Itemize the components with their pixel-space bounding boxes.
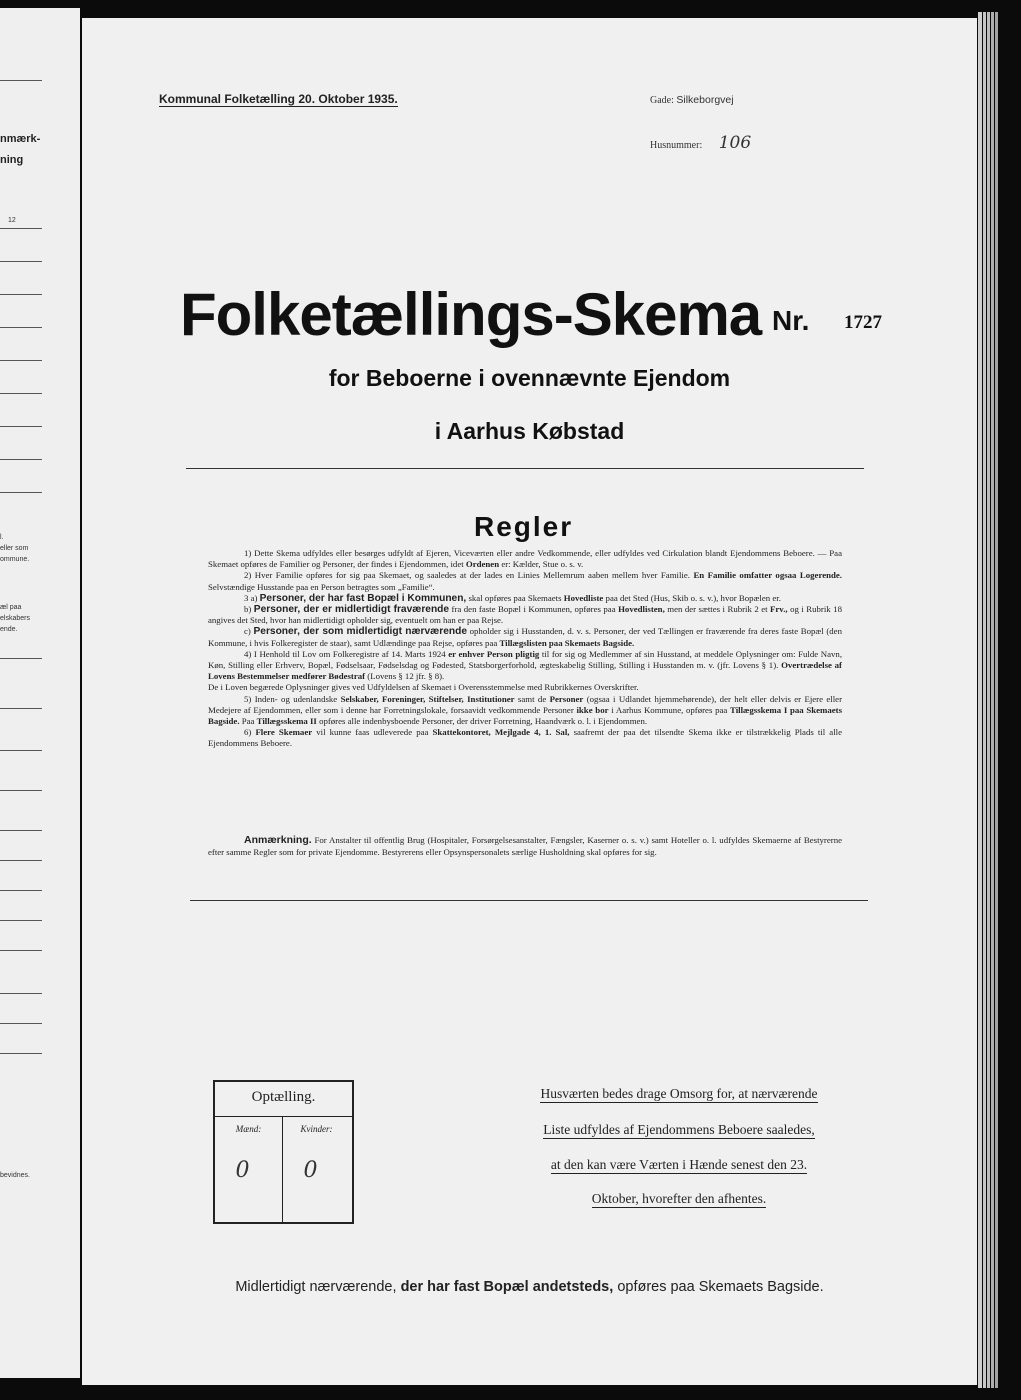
page-edge <box>991 12 994 1388</box>
left-fragment-text: 12 <box>8 217 16 224</box>
census-form-page <box>82 18 977 1385</box>
census-header-title: Kommunal Folketælling 20. Oktober 1935. <box>159 92 398 106</box>
footer-part-1: Midlertidigt nærværende, <box>235 1279 397 1295</box>
left-rule <box>0 492 42 493</box>
street-label: Gade: <box>650 95 674 106</box>
left-rule <box>0 950 42 951</box>
left-fragment-text: nmærk- <box>0 133 41 145</box>
left-rule <box>0 1023 42 1024</box>
left-fragment-text: ommune. <box>0 556 30 563</box>
left-rule <box>0 993 42 994</box>
left-rule <box>0 228 42 229</box>
left-rule <box>0 830 42 831</box>
notice-line: Husværten bedes drage Omsorg for, at nærværende <box>540 1086 818 1101</box>
form-number-value: 1727 <box>844 312 882 333</box>
page-edge <box>983 12 986 1388</box>
left-rule <box>0 327 42 328</box>
rule-3b: b) Personer, der er midlertidigt fraværende fra den faste Bopæl i Kommunen, opføres paa Hovedlisten, men der sættes i Rubrik 2 et Frv., og i Rubrik 18 angives det Sted, hvor han midlertidigt opholder sig, eventuelt om han er paa Rejse. <box>208 604 842 626</box>
remark-paragraph <box>208 835 842 858</box>
page-edge <box>995 12 998 1388</box>
women-count: 0 <box>303 1158 318 1183</box>
left-rule <box>0 750 42 751</box>
form-title: Folketællings-Skema <box>180 281 762 348</box>
rules-heading: Regler <box>474 511 574 542</box>
house-number-field <box>650 133 751 153</box>
rule-6: 6) Flere Skemaer vil kunne faas udleverede paa Skattekontoret, Mejlgade 4, 1. Sal, saafremt der paa det tilsendte Skema ikke er tilstrækkelig Plads til alle Ejendommens Beboere. <box>208 727 843 749</box>
left-rule <box>0 658 42 659</box>
rules-text <box>208 548 842 750</box>
remark-lead: Anmærkning. <box>244 834 312 846</box>
street-field <box>650 94 734 106</box>
left-rule <box>0 294 42 295</box>
left-fragment-text: æl paa <box>0 604 22 611</box>
street-value: Silkeborgvej <box>676 94 734 106</box>
left-rule <box>0 708 42 709</box>
rule-4: 4) I Henhold til Lov om Folkeregistre af 14. Marts 1924 er enhver Person pligtig til for sig og Medlemmer af sin Husstand, at meddele Oplysninger om: Fulde Navn, Køn, Stilling eller Erhverv, Bopæl, Fødselsaar, Fødselsdag og Fødested, Statsborgerforhold, ægteskabelig Stilling, Stilling i Husstanden m. v. (jfr. Lovens § 1). Overtrædelse af Lovens Bestemmelser medfører Bødestraf (Lovens § 12 jfr. § 8). De i Loven begærede Oplysninger gives ved Udfyldelsen af Skemaet i Overensstemmelse med Rubrikkernes Overskrifter. <box>208 648 843 693</box>
left-rule <box>0 860 42 861</box>
left-page-fragment <box>0 8 80 1378</box>
men-count: 0 <box>235 1158 250 1183</box>
men-label: Mænd: <box>235 1124 262 1134</box>
women-label: Kvinder: <box>300 1124 333 1134</box>
rule-3a: 3 a) Personer, der har fast Bopæl i Kommunen, skal opføres paa Skemaets Hovedliste paa det Sted (Hus, Skib o. s. v.), hvor Bopælen er. <box>244 592 781 604</box>
footer-part-2: der har fast Bopæl andetsteds, <box>400 1279 614 1295</box>
page-edge <box>987 12 990 1388</box>
left-rule <box>0 890 42 891</box>
left-rule <box>0 1053 42 1054</box>
divider-line <box>186 468 864 469</box>
left-rule <box>0 459 42 460</box>
form-subtitle-residents: for Beboerne i ovennævnte Ejendom <box>328 365 731 391</box>
rule-3c: c) Personer, der som midlertidigt nærværende opholder sig i Husstanden, d. v. s. Personer, der ved Tællingen er fraværende fra deres faste Bopæl (den Kommune, i hvis Folkeregister de staar), samt Udlændinge paa Rejse, opføres paa Tillægslisten paa Skemaets Bagside. <box>208 626 842 648</box>
rule-2: 2) Hver Familie opføres for sig paa Skemaet, og saaledes at der lades en Linies Mellemrum aaben mellem hver Familie. En Familie omfatter ogsaa Logerende. Selvstændige Husstande paa en Person betragtes som „Familie“. <box>208 570 842 592</box>
footer-part-3: opføres paa Skemaets Bagside. <box>617 1279 824 1295</box>
rule-1: 1) Dette Skema udfyldes eller besørges udfyldt af Ejeren, Viceværten eller andre Vedkommende, eller udfyldes ved Cirkulation blandt Ejendommens Beboere. — Paa Skemaet opføres de Familier og Personer, der findes i Ejendommen, idet Ordenen er: Kælder, Stue o. s. v. <box>208 548 842 570</box>
left-fragment-text: l. <box>0 534 4 541</box>
form-number-label: Nr. <box>772 305 810 336</box>
left-rule <box>0 920 42 921</box>
left-rule <box>0 261 42 262</box>
house-number-label: Husnummer: <box>650 140 703 151</box>
count-box-rule <box>215 1116 352 1117</box>
left-rule <box>0 80 42 81</box>
count-box-title: Optælling. <box>251 1089 316 1105</box>
house-number-value: 106 <box>718 133 752 153</box>
form-subtitle-town: i Aarhus Købstad <box>434 418 625 444</box>
left-fragment-text: bevidnes. <box>0 1172 30 1179</box>
notice-line: Liste udfyldes af Ejendommens Beboere saaledes, <box>543 1122 815 1137</box>
notice-line: at den kan være Værten i Hænde senest den 23. <box>550 1157 808 1172</box>
left-fragment-text: ning <box>0 154 24 166</box>
left-rule <box>0 393 42 394</box>
notice-line: Oktober, hvorefter den afhentes. <box>591 1191 767 1206</box>
count-box <box>213 1080 354 1224</box>
left-fragment-text: eller som <box>0 545 29 552</box>
remark-text: For Anstalter til offentlig Brug (Hospitaler, Forsørgelsesanstalter, Fængsler, Kaserner o. s. v.) samt Hoteller o. l. udfyldes Skemaerne af Bestyrerne efter samme Regler som for private Ejendomme. Bestyrerens eller Opsynspersonalets særlige Husholdning skal opføres for sig. <box>208 835 842 857</box>
left-rule <box>0 426 42 427</box>
left-fragment-text: ende. <box>0 626 18 633</box>
left-rule <box>0 360 42 361</box>
footer-note <box>82 1279 977 1295</box>
divider-line <box>190 900 868 901</box>
rule-5: 5) Inden- og udenlandske Selskaber, Foreninger, Stiftelser, Institutioner samt de Personer (ogsaa i Udlandet hjemmehørende), der helt eller delvis er Ejere eller Medejere af Ejendommen, eller som i denne har Forretningslokale, forsaavidt vedkommende Personer ikke bor i Aarhus Kommune, opføres paa Tillægsskema I paa Skemaets Bagside. Paa Tillægsskema II opføres alle indenbysboende Personer, der driver Forretning, Haandværk o. l. i Ejendommen. <box>208 693 843 727</box>
left-fragment-text: elskabers <box>0 615 30 622</box>
left-rule <box>0 790 42 791</box>
page-edge <box>978 12 982 1388</box>
